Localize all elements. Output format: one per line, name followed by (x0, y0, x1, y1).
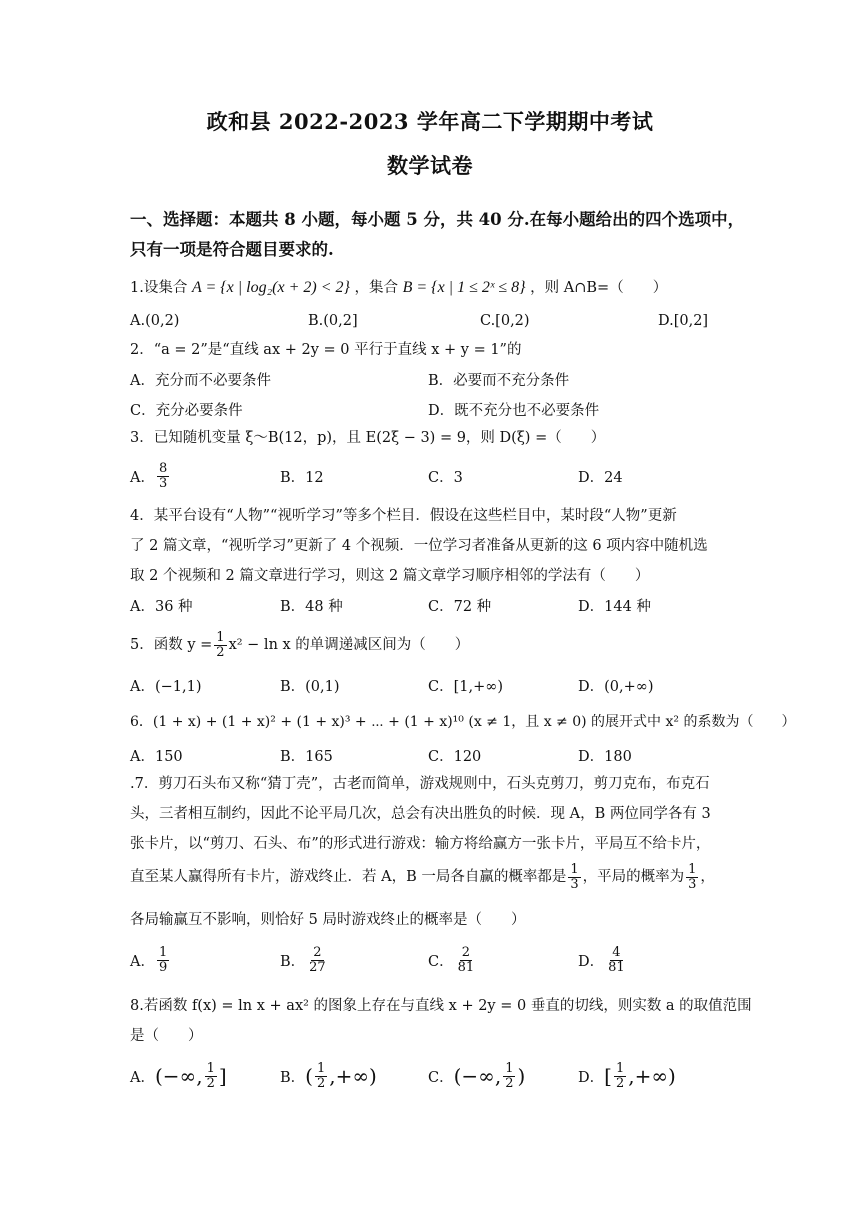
question-8-line2: 是（ ） (130, 1028, 203, 1044)
option-d[interactable]: D．180 (578, 748, 632, 765)
section-heading-line2: 只有一项是符合题目要求的. (130, 240, 334, 259)
question-4-line3: 取 2 个视频和 2 篇文章进行学习，则这 2 篇文章学习顺序相邻的学法有（ ） (130, 568, 650, 584)
question-5-options (130, 674, 740, 696)
fraction: $\frac{4}{81}$ (608, 944, 625, 975)
question-4-line2: 了 2 篇文章，“视听学习”更新了 4 个视频．一位学习者准备从更新的这 6 项内容中随机选 (130, 538, 708, 554)
option-b[interactable]: B．(0,1) (280, 678, 340, 695)
question-1-stem: 1.设集合 A = {x | log₂(x + 2) < 2} ，集合 B = {x | 1 ≤ 2ˣ ≤ 8} ，则 A∩B=（ ） (130, 279, 668, 296)
option-c[interactable]: C.[0,2) (480, 313, 530, 329)
question-5-stem: 5．函数 y = $\frac{1}{2}$ x² − ln x 的单调递减区间为（ ） (130, 629, 470, 660)
question-8-line1: 8.若函数 f(x) = ln x + ax² 的图象上存在与直线 x + 2y = 0 垂直的切线，则实数 a 的取值范围 (130, 998, 752, 1014)
fraction: $\frac{1}{2}$ (206, 1060, 215, 1091)
option-d[interactable]: D．(0,+∞) (578, 678, 654, 695)
question-6-stem: 6．(1 + x) + (1 + x)² + (1 + x)³ + ⋯ + (1 + x)¹⁰ (x ≠ 1，且 x ≠ 0) 的展开式中 x² 的系数为（ ） (130, 714, 796, 730)
question-7-line4: 直至某人赢得所有卡片，游戏终止．若 A，B 一局各自赢的概率都是 $\frac{1}{3}$ ，平局的概率为 $\frac{1}{3}$ ， (130, 861, 715, 892)
section-heading-line1: 一、选择题：本题共 8 小题，每小题 5 分，共 40 分.在每小题给出的四个选项中， (130, 210, 745, 229)
fraction: $\frac{2}{81}$ (457, 944, 475, 975)
option-c[interactable]: C．充分必要条件 (130, 402, 243, 419)
question-2-options-row2 (130, 398, 740, 420)
exam-title: 政和县 2022-2023 学年高二下学期期中考试 (206, 109, 654, 134)
question-7-line1: .7．剪刀石头布又称“猜丁壳”，古老而简单，游戏规则中，石头克剪刀，剪刀克布，布克石 (130, 776, 710, 792)
option-a[interactable]: A．(−1,1) (130, 678, 202, 695)
option-c[interactable]: C．[1,+∞) (428, 678, 503, 695)
option-d[interactable]: D． $\frac{4}{81}$ (578, 944, 625, 975)
option-b[interactable]: B．48 种 (280, 598, 343, 615)
option-b[interactable]: B．165 (280, 748, 333, 765)
fraction: $\frac{1}{2}$ (505, 1060, 514, 1091)
fraction: $\frac{1}{2}$ (615, 1060, 625, 1091)
fraction: $\frac{1}{3}$ (570, 861, 579, 892)
option-a[interactable]: A． $\frac{1}{9}$ (130, 944, 168, 975)
option-a[interactable]: A.(0,2) (130, 313, 180, 329)
option-c[interactable]: C．72 种 (428, 598, 492, 615)
option-d[interactable]: D．144 种 (578, 598, 651, 615)
option-b[interactable]: B．12 (280, 469, 324, 486)
question-7-line2: 头，三者相互制约，因此不论平局几次，总会有决出胜负的时候．现 A，B 两位同学各有 3 (130, 806, 711, 822)
option-b[interactable]: B.(0,2] (308, 313, 358, 329)
set-a-formula: A = {x | log₂(x + 2) < 2} (191, 279, 350, 296)
question-4-options (130, 594, 740, 616)
option-a[interactable]: A． $\frac{8}{3}$ (130, 460, 168, 491)
question-3-stem: 3．已知随机变量 ξ～B(12，p)，且 E(2ξ − 3) = 9，则 D(ξ) =（ ） (130, 430, 606, 446)
option-b[interactable]: B．必要而不充分条件 (428, 372, 570, 389)
option-a[interactable]: A．150 (130, 748, 183, 765)
option-c[interactable]: C． (−∞, $\frac{1}{2}$ ) (428, 1060, 526, 1091)
question-6-options (130, 744, 740, 766)
option-d[interactable]: D． [ $\frac{1}{2}$ ,+∞) (578, 1060, 676, 1091)
option-a[interactable]: A．36 种 (130, 598, 193, 615)
option-d[interactable]: D．既不充分也不必要条件 (428, 402, 600, 419)
question-7-line5: 各局输赢互不影响，则恰好 5 局时游戏终止的概率是（ ） (130, 912, 526, 928)
option-c[interactable]: C．3 (428, 469, 463, 486)
option-c[interactable]: C．120 (428, 748, 482, 765)
set-b-formula: B = {x | 1 ≤ 2ˣ ≤ 8} (402, 279, 526, 296)
option-a[interactable]: A．充分而不必要条件 (130, 372, 271, 389)
fraction: $\frac{1}{9}$ (158, 944, 168, 975)
question-7-line3: 张卡片，以“剪刀、石头、布”的形式进行游戏：输方将给赢方一张卡片，平局互不给卡片， (130, 836, 711, 852)
option-d[interactable]: D.[0,2] (658, 313, 709, 329)
option-a[interactable]: A． (−∞, $\frac{1}{2}$ ] (130, 1060, 227, 1091)
question-3-options (130, 456, 740, 496)
question-2-options-row1 (130, 368, 740, 390)
fraction: $\frac{1}{3}$ (688, 861, 697, 892)
option-d[interactable]: D．24 (578, 469, 623, 486)
question-7-options (130, 940, 740, 980)
question-1-options (130, 310, 740, 332)
question-8-options (130, 1056, 740, 1096)
fraction: $\frac{1}{2}$ (316, 1060, 326, 1091)
option-c[interactable]: C． $\frac{2}{81}$ (428, 944, 475, 975)
fraction: $\frac{1}{2}$ (216, 629, 225, 660)
exam-subtitle: 数学试卷 (387, 153, 473, 178)
question-2-stem: 2．“a = 2”是“直线 ax + 2y = 0 平行于直线 x + y = 1”的 (130, 342, 522, 358)
question-4-line1: 4．某平台设有“人物”“视听学习”等多个栏目．假设在这些栏目中，某时段“人物”更新 (130, 508, 677, 524)
fraction: $\frac{8}{3}$ (158, 460, 168, 491)
fraction: $\frac{2}{27}$ (309, 944, 326, 975)
option-b[interactable]: B． $\frac{2}{27}$ (280, 944, 326, 975)
option-b[interactable]: B． ( $\frac{1}{2}$ ,+∞) (280, 1060, 377, 1091)
